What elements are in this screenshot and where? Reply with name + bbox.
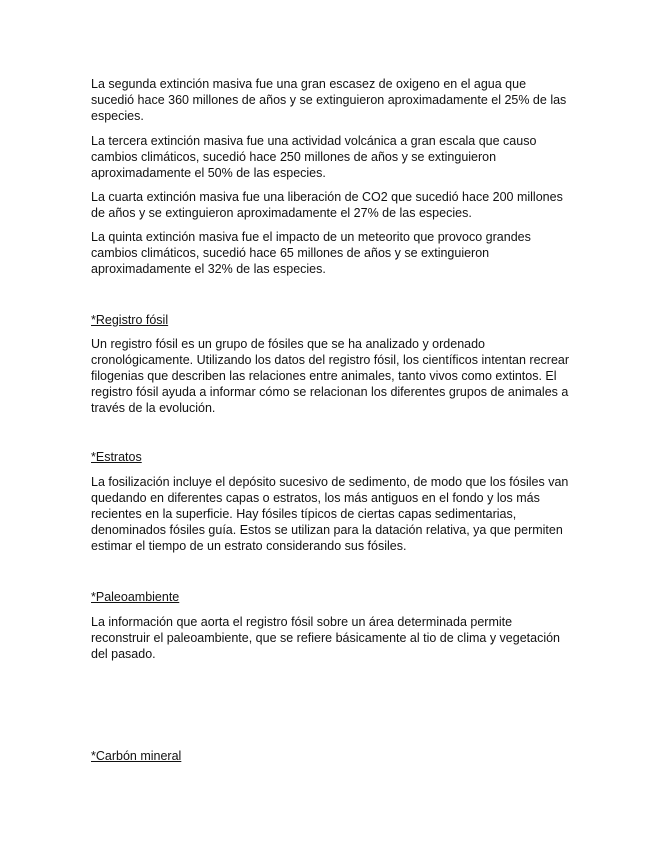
heading-paleoambiente: *Paleoambiente: [91, 590, 180, 604]
heading-registro-fosil: *Registro fósil: [91, 313, 169, 327]
paragraph-third-extinction: La tercera extinción masiva fue una actividad volcánica a gran escala que causo cambios climáticos, sucedió hace 250 millones de años y se extinguieron aproximadamente el 50% de las especies.: [91, 134, 537, 180]
paragraph-second-extinction: La segunda extinción masiva fue una gran escasez de oxigeno en el agua que sucedió hace 360 millones de años y se extinguieron aproximadamente el 25% de las especies.: [91, 77, 567, 123]
paragraph-fourth-extinction: La cuarta extinción masiva fue una liberación de CO2 que sucedió hace 200 millones de años y se extinguieron aproximadamente el 27% de las especies.: [91, 190, 563, 220]
heading-estratos: *Estratos: [91, 450, 142, 464]
paragraph-registro-fosil: Un registro fósil es un grupo de fósiles que se ha analizado y ordenado cronológicamente. Utilizando los datos del registro fósil, los científicos intentan recrear filogenias que describen las relaciones entre animales, tanto vivos como extintos. El registro fósil ayuda a informar cómo se relacionan los diferentes grupos de animales a través de la evolución.: [91, 337, 570, 415]
heading-carbon-mineral: *Carbón mineral: [91, 749, 182, 763]
paragraph-fifth-extinction: La quinta extinción masiva fue el impacto de un meteorito que provoco grandes cambios climáticos, sucedió hace 65 millones de años y se extinguieron aproximadamente el 32% de las especies.: [91, 230, 531, 276]
paragraph-estratos: La fosilización incluye el depósito sucesivo de sedimento, de modo que los fósiles van quedando en diferentes capas o estratos, los más antiguos en el fondo y los más recientes en la superficie. Hay fósiles típicos de ciertas capas sedimentarias, denominados fósiles guía. Estos se utilizan para la datación relativa, ya que permiten estimar el tiempo de un estrato considerando sus fósiles.: [91, 475, 569, 553]
paragraph-paleoambiente: La información que aorta el registro fósil sobre un área determinada permite reconstruir el paleoambiente, que se refiere básicamente al tio de clima y vegetación del pasado.: [91, 615, 561, 661]
